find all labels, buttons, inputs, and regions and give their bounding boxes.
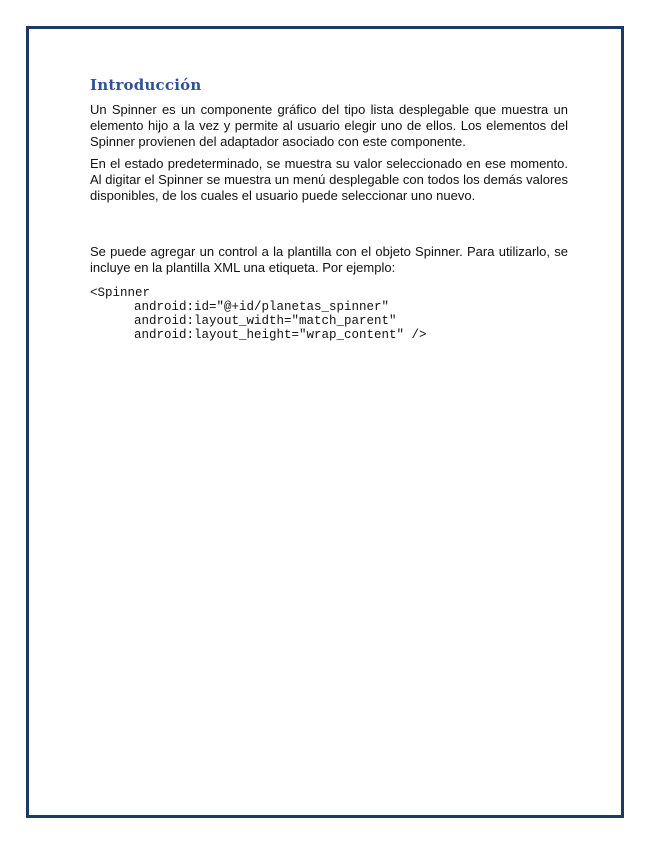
- paragraph-default-state: En el estado predeterminado, se muestra su valor seleccionado en ese momento. Al digitar el Spinner se muestra un menú desplegable con todos los demás valores disponibles, de los cuales el usuario puede seleccionar uno nuevo.: [90, 156, 568, 203]
- document-content: [90, 76, 568, 342]
- code-line: <Spinner: [90, 286, 151, 300]
- code-block: [90, 286, 568, 342]
- section-heading: Introducción: [90, 76, 202, 94]
- paragraph-usage: Se puede agregar un control a la plantilla con el objeto Spinner. Para utilizarlo, se incluye en la plantilla XML una etiqueta. Por ejemplo:: [90, 244, 568, 275]
- code-line: android:id="@+id/planetas_spinner": [134, 300, 390, 314]
- code-line: android:layout_width="match_parent": [134, 314, 397, 328]
- code-line: android:layout_height="wrap_content" />: [134, 328, 427, 342]
- paragraph-intro: Un Spinner es un componente gráfico del tipo lista desplegable que muestra un elemento hijo a la vez y permite al usuario elegir uno de ellos. Los elementos del Spinner provienen del adaptador asociado con este componente.: [90, 102, 568, 149]
